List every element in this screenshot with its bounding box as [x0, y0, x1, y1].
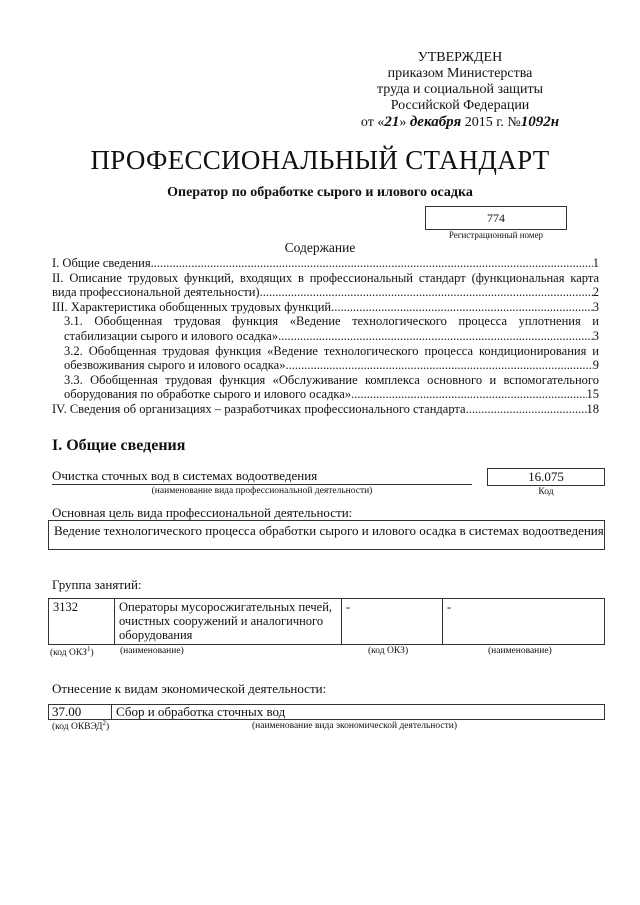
okved-code-box: 37.00 [48, 704, 112, 720]
registration-number-label: Регистрационный номер [448, 230, 544, 240]
toc-entry[interactable]: 3.1. Обобщенная трудовая функция «Ведение технологического процесса уплотнения и стабилизации сырого и илового осадка» ..... 3 [52, 314, 599, 343]
okz-code-cell: - [342, 599, 443, 645]
document-subtitle: Оператор по обработке сырого и илового осадка [167, 185, 473, 200]
group-label: Группа занятий: [52, 577, 142, 592]
toc-page: 1 [592, 256, 599, 270]
activity-name-field: Очистка сточных вод в системах водоотведения [52, 468, 472, 485]
table-of-contents [52, 256, 599, 417]
toc-page: 3 [592, 328, 599, 343]
toc-entry[interactable]: III. Характеристика обобщенных трудовых функций ..... 3 [52, 300, 599, 315]
okz-code-caption: (код ОКЗ$^1$) [50, 645, 94, 659]
toc-entry[interactable]: 3.3. Обобщенная трудовая функция «Обслуживание комплекса основного и вспомогательного оборудования по обработке сырого и илового осадка» ..... 15 [52, 373, 599, 402]
econ-label: Отнесение к видам экономической деятельности: [52, 681, 327, 696]
registration-number-box: 774 [425, 206, 567, 230]
goal-label: Основная цель вида профессиональной деятельности: [52, 505, 353, 520]
okved-code-caption: (код ОКВЭД$^2$) [52, 719, 110, 733]
activity-name-caption: (наименование вида профессиональной деятельности) [151, 486, 373, 496]
okved-name-box: Сбор и обработка сточных вод [111, 704, 605, 720]
toc-entry[interactable]: IV. Сведения об организациях – разработчиках профессионального стандарта ..... 18 [52, 402, 599, 417]
approval-line: приказом Министерства [387, 66, 533, 81]
approval-date: от «21» декабря 2015 г. №1092н [360, 114, 560, 130]
approval-title: УТВЕРЖДЕН [417, 50, 503, 65]
date-day: 21 [384, 114, 400, 130]
okz-name-cell: - [443, 599, 605, 645]
toc-heading: Содержание [284, 240, 356, 255]
activity-code-box: 16.075 [487, 468, 605, 486]
approval-line: труда и социальной защиты [377, 82, 543, 97]
document-title: ПРОФЕССИОНАЛЬНЫЙ СТАНДАРТ [90, 145, 550, 175]
okved-name-caption: (наименование вида экономической деятельности) [252, 721, 457, 731]
occupation-group-table [48, 598, 605, 645]
okz-name-cell: Операторы мусоросжигательных печей, очистных сооружений и аналогичного оборудования [115, 599, 342, 645]
toc-entry[interactable]: 3.2. Обобщенная трудовая функция «Ведение технологического процесса кондиционирования и обезвоживания сырого и илового осадка» ..... 9 [52, 344, 599, 373]
goal-box: Ведение технологического процесса обработки сырого и илового осадка в системах водоотведения [48, 520, 605, 550]
toc-page: 18 [586, 401, 599, 416]
order-number: 1092н [520, 114, 560, 130]
activity-code-caption: Код [538, 487, 554, 497]
approval-line: Российской Федерации [390, 98, 530, 113]
toc-page: 9 [592, 358, 599, 373]
okz-name-caption: (наименование) [120, 646, 184, 656]
toc-page: 15 [586, 387, 599, 402]
approval-block [360, 50, 560, 131]
okz-code-caption: (код ОКЗ) [368, 646, 409, 656]
toc-page: 2 [592, 285, 599, 300]
toc-page: 3 [592, 299, 599, 314]
okz-code-cell: 3132 [49, 599, 115, 645]
toc-entry[interactable]: I. Общие сведения ..... 1 [52, 256, 599, 271]
toc-entry[interactable]: II. Описание трудовых функций, входящих в профессиональный стандарт (функциональная карта вида профессиональной деятельности) ..... 2 [52, 271, 599, 300]
section-heading: I. Общие сведения [52, 437, 186, 454]
okz-name-caption: (наименование) [488, 646, 552, 656]
date-month: декабря [409, 114, 462, 130]
